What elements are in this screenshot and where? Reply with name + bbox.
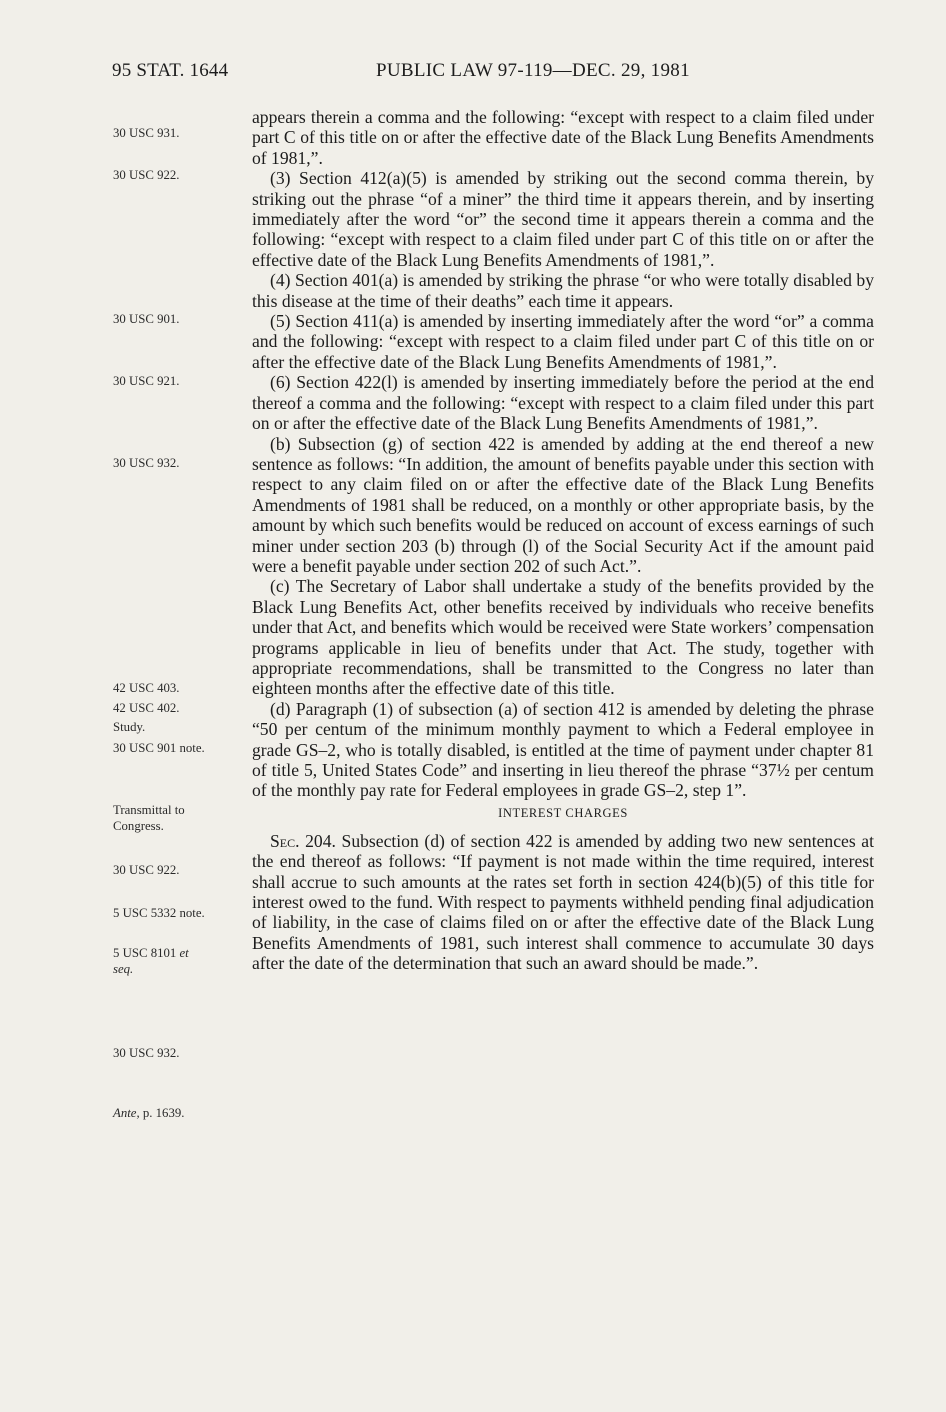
public-law-title: PUBLIC LAW 97-119—DEC. 29, 1981 (376, 60, 690, 81)
margin-note-italic: et (179, 946, 189, 960)
margin-note: 30 USC 901. (113, 312, 180, 326)
margin-note-italic: Ante, (113, 1106, 140, 1120)
paragraph: (5) Section 411(a) is amended by inserting immediately after the word “or” a comma and the following: “except with respect to a claim filed under part C of this title on or after the effective date of the Black Lung Benefits Amendments of 1981,”. (252, 311, 874, 372)
margin-note: 30 USC 932. (113, 1046, 180, 1060)
margin-note-usc-8101 (113, 945, 243, 977)
paragraph: (3) Section 412(a)(5) is amended by striking out the second comma therein, by striking out the phrase “of a miner” the third time it appears therein, and by inserting immediately after the word “or” the second time it appears therein a comma and the following: “except with respect to a claim filed under part C of this title on or after the effective date of the Black Lung Benefits Amendments of 1981,”. (252, 168, 874, 270)
margin-note: 42 USC 403. (113, 681, 180, 695)
margin-note-ante (113, 1105, 243, 1121)
section-number: Sec. 204. (270, 830, 336, 851)
margin-note-line: 5 USC 8101 (113, 946, 177, 960)
margin-note: 5 USC 5332 note. (113, 906, 205, 920)
paragraph: (4) Section 401(a) is amended by striking the phrase “or who were totally disabled by this disease at the time of their deaths” each time it appears. (252, 270, 874, 311)
paragraph-sec-204 (252, 831, 874, 974)
margin-note: 30 USC 922. (113, 168, 180, 182)
paragraph: (b) Subsection (g) of section 422 is amended by adding at the end thereof a new sentence as follows: “In addition, the amount of benefits payable under this section with respect to any claim filed on or after the effective date of the Black Lung Benefits Amendments of 1981 shall be reduced, on a monthly or other appropriate basis, by the amount by which such benefits would be reduced on account of excess earnings of such miner under section 203 (b) through (l) of the Social Security Act if the amount paid were a benefit payable under section 202 of such Act.”. (252, 433, 874, 576)
margin-note: Study. (113, 720, 146, 734)
margin-note: 30 USC 932. (113, 456, 180, 470)
paragraph: (c) The Secretary of Labor shall undertake a study of the benefits provided by the Black Lung Benefits Act, other benefits received by individuals who receive benefits under that Act, and benefits which would be received were State workers’ compensation programs applicable in lieu of benefits under that Act. The study, together with appropriate recommendations, shall be transmitted to the Congress no later than eighteen months after the effective date of this title. (252, 576, 874, 699)
margin-note: 30 USC 931. (113, 126, 180, 140)
paragraph: (6) Section 422(l) is amended by inserting immediately before the period at the end thereof a comma and the following: “except with respect to a claim filed under this part on or after the effective date of the Black Lung Benefits Amendments of 1981,”. (252, 372, 874, 434)
paragraph: appears therein a comma and the following: “except with respect to a claim filed under part C of this title on or after the effective date of the Black Lung Benefits Amendments of 1981,”. (252, 107, 874, 168)
section-heading: INTEREST CHARGES (498, 805, 628, 820)
page-header (0, 60, 946, 86)
main-text-column (252, 107, 874, 974)
margin-note: 30 USC 922. (113, 863, 180, 877)
margin-note-line: Congress. (113, 819, 164, 833)
margin-note-line: p. 1639. (142, 1106, 185, 1120)
paragraph-text: Subsection (d) of section 422 is amended by adding two new sentences at the end thereof as follows: “If payment is not made within the time required, interest shall accrue to such amounts at the rates set forth in section 424(b)(5) of this title for interest owed to the fund. With respect to payments withheld pending final adjudication of liability, in the case of claims filed on or after the effective date of the Black Lung Benefits Amendments of 1981, such interest shall commence to accumulate 30 days after the date of the determination that such an award should be made.”. (252, 830, 874, 974)
paragraph: (d) Paragraph (1) of subsection (a) of section 412 is amended by deleting the phrase “50 per centum of the minimum monthly payment to which a Federal employee in grade GS–2, who is totally disabled, is entitled at the time of payment under chapter 81 of title 5, United States Code” and inserting in lieu thereof the phrase “37½ per centum of the monthly pay rate for Federal employees in grade GS–2, step 1”. (252, 698, 874, 801)
margin-note-line: Transmittal to (113, 803, 185, 817)
margin-note: 42 USC 402. (113, 701, 180, 715)
margin-note: 30 USC 901 note. (113, 741, 205, 755)
margin-note: 30 USC 921. (113, 374, 180, 388)
margin-note-transmittal (113, 802, 243, 834)
margin-note-italic: seq. (113, 962, 134, 976)
statute-page-number: 95 STAT. 1644 (112, 60, 229, 81)
